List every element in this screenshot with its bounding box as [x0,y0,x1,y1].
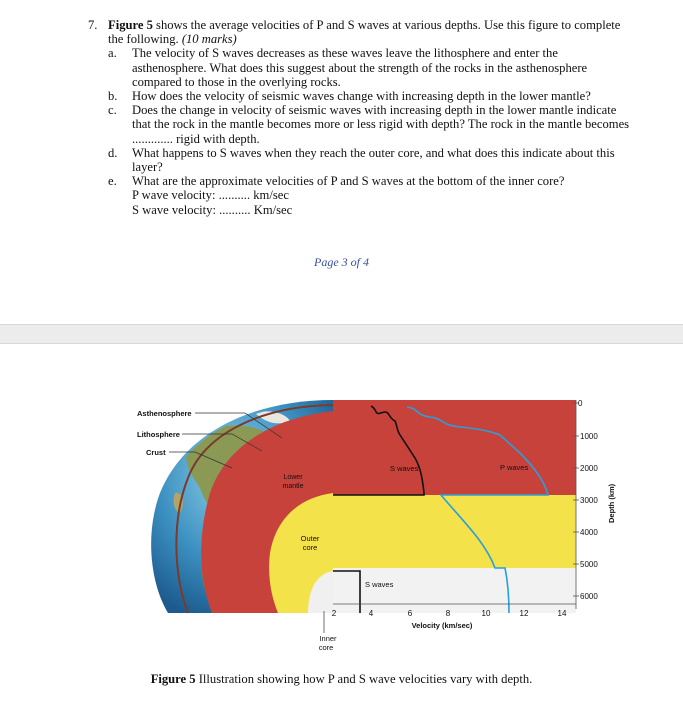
figure-caption [0,672,683,687]
velocity-tick-8: 8 [445,609,451,618]
question-number: 7. [88,18,98,32]
velocity-tick-12: 12 [519,609,529,618]
velocity-tick-2: 2 [331,609,337,618]
velocity-tick-10: 10 [481,609,491,618]
cut-off-heading [150,0,410,4]
inner-core-label-2: core [318,643,334,652]
depth-tick-0: 0 [578,399,583,408]
velocity-tick-4: 4 [368,609,374,618]
inner-core-band [333,568,576,613]
outer-core-band [333,495,576,568]
velocity-tick-14: 14 [557,609,567,618]
page-number: Page 3 of 4 [314,255,369,269]
depth-tick-5000: 5000 [580,560,598,569]
caption-text: Illustration showing how P and S wave velocities vary with depth. [195,672,533,686]
velocity-tick-6: 6 [407,609,413,618]
depth-tick-1000: 1000 [580,432,598,441]
velocity-axis-label: Velocity (km/sec) [411,621,473,630]
page-separator [0,324,683,344]
item-e: e. What are the approximate velocities of P and S waves at the bottom of the inner core? P wave velocity: .......... km/sec S wave velocity: .......... Km/sec [108,174,565,217]
p-wave-label: P waves [500,463,529,472]
s-wave-answer-line: S wave velocity: .......... Km/sec [132,202,293,217]
lithosphere-label: Lithosphere [137,430,180,439]
depth-tick-4000: 4000 [580,528,598,537]
item-a: a. The velocity of S waves decreases as these waves leave the lithosphere and enter the asthenosphere. What does this suggest about the strength of the rocks in the asthenosphere compared to those in the overlying rocks. [108,46,588,89]
depth-ticks [573,399,598,601]
question-page [0,0,683,324]
mantle-band [333,400,576,495]
item-d: d. What happens to S waves when they reach the outer core, and what does this indicate about this layer? [108,145,615,175]
depth-tick-6000: 6000 [580,592,598,601]
outer-core-label-1: Outer [300,534,320,543]
asthenosphere-label: Asthenosphere [137,409,192,418]
depth-tick-2000: 2000 [580,464,598,473]
crust-label: Crust [146,448,166,457]
outer-core-label-2: core [302,543,318,552]
s-wave-label-lower: S waves [365,580,394,589]
depth-tick-3000: 3000 [580,496,598,505]
earth-velocity-diagram [0,343,683,700]
question-marks: (10 marks) [181,32,237,47]
lower-mantle-label-2: mantle [282,483,304,490]
lower-mantle-label-1: Lower [283,474,303,481]
figure-5 [0,343,683,700]
s-wave-label-upper: S waves [390,464,419,473]
question-7 [88,18,633,217]
item-b: b. How does the velocity of seismic waves change with increasing depth in the lower mantle? [108,89,591,104]
question-intro-bold: Figure 5 [108,18,153,32]
item-c: c. Does the change in velocity of seismic waves with increasing depth in the lower mantle indicate that the rock in the mantle becomes more or less rigid with depth? The rock in the mantle becomes ............. rigid with depth. [108,103,630,146]
question-intro: shows the average velocities of P and S waves at various depths. Use this figure to complete the following. [108,18,621,47]
p-wave-answer-line: P wave velocity: .......... km/sec [132,188,289,203]
depth-axis-label: Depth (km) [607,483,616,523]
inner-core-label-1: Inner [319,634,337,643]
caption-bold: Figure 5 [150,672,196,686]
question-items [108,46,633,216]
